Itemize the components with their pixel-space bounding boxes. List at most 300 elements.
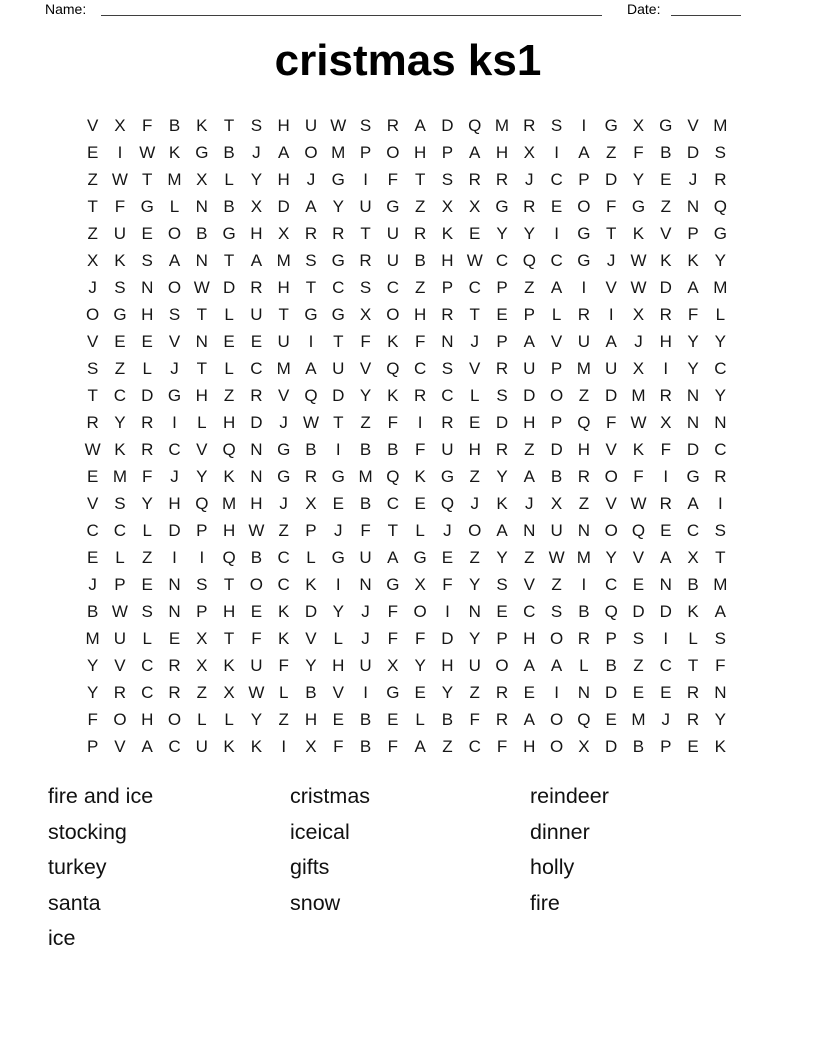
grid-letter: E: [660, 521, 672, 541]
grid-letter: A: [714, 602, 727, 622]
grid-letter: K: [387, 331, 399, 351]
grid-letter: R: [495, 710, 509, 730]
grid-letter: X: [632, 358, 645, 378]
grid-letter: N: [168, 575, 181, 595]
grid-letter: I: [363, 169, 368, 189]
grid-letter: Z: [414, 277, 426, 297]
grid-letter: G: [440, 467, 455, 487]
grid-letter: E: [414, 683, 426, 703]
grid-letter: T: [223, 575, 235, 595]
grid-letter: P: [660, 737, 672, 757]
grid-letter: C: [386, 277, 399, 297]
grid-letter: E: [550, 196, 563, 216]
grid-letter: Y: [496, 223, 508, 243]
grid-letter: C: [332, 277, 345, 297]
grid-letter: Z: [578, 494, 590, 514]
grid-letter: H: [168, 494, 181, 514]
grid-letter: X: [278, 223, 290, 243]
grid-letter: N: [686, 412, 700, 432]
grid-letter: Z: [278, 710, 289, 730]
grid-letter: Y: [441, 683, 454, 703]
grid-letter: T: [333, 331, 344, 351]
grid-letter: H: [332, 656, 345, 676]
grid-letter: W: [248, 683, 265, 703]
date-blank-line: [671, 0, 741, 16]
grid-letter: P: [441, 277, 454, 297]
grid-letter: U: [386, 223, 399, 243]
grid-letter: R: [141, 440, 154, 459]
grid-letter: E: [632, 575, 645, 595]
grid-letter: R: [714, 169, 727, 189]
grid-letter: B: [196, 223, 208, 243]
word-search-grid: [79, 112, 734, 761]
word-list-item: stocking: [48, 819, 127, 844]
grid-letter: Z: [524, 277, 535, 297]
grid-letter: G: [386, 196, 400, 216]
grid-letter: S: [714, 629, 727, 649]
grid-letter: J: [525, 494, 534, 514]
grid-letter: B: [387, 440, 399, 459]
grid-letter: W: [248, 521, 265, 541]
grid-letter: D: [605, 737, 618, 757]
grid-letter: D: [605, 683, 618, 703]
grid-letter: W: [84, 440, 101, 459]
grid-letter: J: [634, 331, 643, 351]
grid-letter: D: [495, 412, 509, 432]
grid-letter: R: [577, 629, 591, 649]
grid-letter: O: [604, 467, 618, 487]
grid-letter: O: [304, 142, 318, 162]
grid-letter: E: [332, 494, 344, 514]
grid-letter: D: [441, 115, 454, 135]
grid-letter: K: [168, 142, 181, 162]
grid-letter: A: [496, 521, 508, 541]
grid-letter: X: [550, 494, 563, 514]
grid-letter: T: [360, 223, 371, 243]
grid-letter: J: [279, 412, 288, 432]
grid-letter: C: [714, 358, 727, 378]
word-list-item: fire: [530, 890, 560, 915]
word-list-item: fire and ice: [48, 784, 154, 808]
grid-letter: N: [168, 602, 181, 622]
grid-letter: I: [199, 548, 205, 568]
grid-letter: R: [523, 196, 536, 216]
grid-letter: I: [445, 602, 450, 622]
grid-letter: X: [469, 196, 481, 216]
grid-letter: G: [331, 169, 345, 189]
grid-letter: H: [141, 710, 154, 730]
grid-letter: B: [414, 250, 426, 270]
grid-letter: V: [469, 358, 481, 378]
grid-letter: V: [523, 575, 535, 595]
grid-letter: K: [223, 467, 235, 487]
grid-letter: F: [360, 521, 371, 541]
grid-letter: R: [495, 440, 509, 459]
grid-letter: X: [196, 169, 208, 189]
grid-letter: Z: [605, 142, 617, 162]
grid-letter: A: [687, 494, 699, 514]
grid-letter: C: [250, 358, 263, 378]
grid-letter: T: [715, 548, 726, 568]
grid-letter: Y: [469, 629, 481, 649]
grid-letter: J: [470, 494, 479, 514]
grid-letter: X: [196, 656, 208, 676]
grid-letter: K: [441, 223, 454, 243]
grid-letter: O: [413, 602, 427, 622]
grid-letter: Y: [714, 331, 727, 351]
grid-letter: E: [141, 331, 153, 351]
word-list-column: [48, 779, 153, 957]
grid-letter: F: [633, 142, 644, 162]
grid-letter: U: [304, 115, 318, 135]
grid-letter: L: [142, 521, 152, 541]
grid-letter: Q: [440, 494, 455, 514]
grid-letter: N: [714, 683, 727, 703]
grid-letter: P: [496, 277, 508, 297]
grid-letter: X: [632, 304, 645, 324]
grid-letter: E: [496, 602, 508, 622]
grid-letter: W: [193, 277, 210, 297]
grid-letter: N: [468, 602, 481, 622]
grid-letter: B: [250, 548, 263, 568]
grid-letter: F: [496, 737, 508, 757]
grid-letter: O: [577, 196, 591, 216]
grid-letter: F: [278, 656, 289, 676]
grid-letter: N: [523, 521, 536, 541]
grid-letter: X: [578, 737, 590, 757]
grid-letter: C: [141, 683, 154, 703]
grid-letter: A: [141, 737, 153, 757]
grid-letter: E: [469, 412, 481, 432]
grid-letter: Z: [360, 412, 371, 432]
grid-letter: S: [250, 115, 263, 135]
grid-letter: M: [713, 575, 728, 595]
grid-letter: Z: [196, 683, 207, 703]
grid-letter: J: [443, 521, 452, 541]
grid-letter: L: [224, 169, 234, 189]
grid-letter: O: [167, 223, 182, 243]
grid-letter: O: [604, 521, 618, 541]
grid-letter: R: [141, 412, 154, 432]
grid-letter: U: [441, 440, 454, 459]
grid-letter: M: [167, 169, 182, 189]
grid-letter: T: [142, 169, 153, 189]
grid-letter: C: [468, 277, 481, 297]
grid-letter: C: [413, 358, 427, 378]
grid-letter: U: [359, 196, 372, 216]
grid-letter: X: [250, 196, 263, 216]
grid-letter: Y: [196, 467, 208, 487]
grid-letter: P: [305, 521, 317, 541]
grid-letter: C: [277, 575, 290, 595]
grid-letter: E: [114, 331, 126, 351]
grid-letter: H: [304, 710, 318, 730]
grid-letter: Q: [222, 440, 236, 459]
grid-letter: S: [496, 385, 508, 405]
grid-letter: H: [141, 304, 154, 324]
grid-letter: Q: [468, 115, 482, 135]
grid-letter: C: [141, 656, 154, 676]
grid-letter: P: [687, 223, 699, 243]
word-list-item: snow: [290, 890, 341, 915]
grid-letter: T: [605, 223, 617, 243]
grid-letter: L: [224, 710, 234, 730]
grid-letter: X: [387, 656, 399, 676]
grid-letter: E: [387, 710, 399, 730]
grid-letter: H: [195, 385, 208, 405]
grid-letter: G: [686, 467, 700, 487]
grid-letter: M: [494, 115, 510, 135]
grid-letter: Y: [250, 710, 263, 730]
grid-letter: O: [386, 304, 400, 324]
grid-letter: D: [277, 196, 290, 216]
grid-letter: R: [386, 115, 399, 135]
grid-letter: H: [523, 629, 536, 649]
grid-letter: J: [606, 250, 616, 270]
grid-letter: J: [88, 277, 97, 297]
grid-letter: K: [687, 250, 699, 270]
grid-letter: F: [387, 602, 399, 622]
grid-letter: A: [250, 250, 263, 270]
grid-letter: V: [660, 223, 672, 243]
grid-letter: Q: [386, 358, 400, 378]
grid-letter: C: [386, 494, 399, 514]
grid-letter: V: [550, 331, 563, 351]
grid-letter: A: [523, 656, 535, 676]
grid-letter: W: [330, 115, 347, 135]
grid-letter: F: [414, 629, 426, 649]
grid-letter: H: [659, 331, 672, 351]
grid-letter: Y: [496, 548, 508, 568]
grid-letter: Y: [305, 656, 317, 676]
grid-letter: I: [281, 737, 287, 757]
grid-letter: C: [168, 440, 181, 459]
grid-letter: Z: [114, 358, 126, 378]
grid-letter: L: [169, 196, 180, 216]
grid-letter: T: [387, 521, 399, 541]
grid-letter: G: [331, 467, 345, 487]
grid-letter: X: [523, 142, 535, 162]
word-list: [0, 779, 816, 989]
grid-letter: P: [114, 575, 126, 595]
date-label: Date:: [627, 1, 661, 17]
grid-letter: S: [114, 494, 126, 514]
grid-letter: S: [496, 575, 508, 595]
grid-letter: E: [86, 142, 99, 162]
grid-letter: I: [663, 467, 669, 487]
grid-letter: D: [605, 385, 618, 405]
grid-letter: G: [495, 196, 509, 216]
grid-letter: S: [359, 115, 372, 135]
grid-letter: A: [305, 196, 317, 216]
grid-letter: G: [713, 223, 727, 243]
grid-letter: W: [139, 142, 156, 162]
grid-letter: R: [332, 223, 345, 243]
grid-letter: A: [578, 142, 590, 162]
grid-letter: J: [279, 494, 288, 514]
grid-letter: T: [87, 196, 98, 216]
grid-letter: Y: [496, 467, 508, 487]
grid-letter: I: [581, 115, 587, 135]
grid-letter: U: [113, 223, 127, 243]
grid-letter: I: [717, 494, 723, 514]
grid-letter: K: [687, 602, 699, 622]
grid-letter: O: [86, 304, 100, 324]
grid-letter: S: [632, 629, 645, 649]
grid-letter: U: [113, 629, 127, 649]
grid-letter: O: [495, 656, 509, 676]
grid-letter: V: [86, 115, 99, 135]
grid-letter: V: [605, 277, 617, 297]
grid-letter: E: [441, 548, 454, 568]
grid-letter: G: [413, 548, 427, 568]
grid-letter: R: [441, 304, 454, 324]
grid-letter: L: [551, 304, 562, 324]
grid-letter: K: [714, 737, 727, 757]
grid-letter: I: [335, 440, 341, 459]
grid-letter: Y: [714, 250, 727, 270]
grid-letter: U: [195, 737, 208, 757]
grid-letter: K: [660, 250, 672, 270]
grid-letter: R: [577, 467, 591, 487]
grid-letter: S: [86, 358, 99, 378]
grid-letter: J: [661, 710, 670, 730]
grid-letter: Q: [713, 196, 727, 216]
grid-letter: C: [495, 250, 509, 270]
grid-letter: Z: [223, 385, 235, 405]
grid-letter: U: [359, 548, 372, 568]
grid-letter: I: [554, 683, 559, 703]
grid-letter: H: [250, 223, 263, 243]
word-list-item: gifts: [290, 855, 330, 880]
grid-letter: N: [195, 250, 208, 270]
grid-letter: P: [196, 602, 208, 622]
grid-letter: O: [113, 710, 127, 730]
grid-letter: C: [523, 602, 536, 622]
grid-letter: T: [469, 304, 480, 324]
grid-letter: A: [523, 710, 535, 730]
grid-letter: K: [114, 250, 126, 270]
grid-letter: L: [469, 385, 480, 405]
grid-letter: Y: [523, 223, 535, 243]
word-list-item: santa: [48, 890, 101, 915]
grid-letter: F: [414, 440, 426, 459]
grid-letter: D: [632, 602, 645, 622]
grid-letter: H: [413, 142, 427, 162]
grid-letter: M: [576, 358, 591, 378]
grid-letter: K: [114, 440, 126, 459]
grid-letter: D: [550, 440, 563, 459]
grid-letter: K: [223, 737, 235, 757]
grid-letter: I: [663, 629, 669, 649]
grid-letter: G: [140, 196, 154, 216]
grid-letter: T: [333, 412, 344, 432]
grid-letter: X: [86, 250, 99, 270]
grid-letter: K: [414, 467, 426, 487]
grid-letter: V: [86, 494, 99, 514]
grid-letter: D: [659, 602, 672, 622]
grid-letter: B: [660, 142, 672, 162]
grid-letter: G: [331, 250, 345, 270]
grid-letter: I: [608, 304, 614, 324]
grid-letter: F: [114, 196, 126, 216]
grid-letter: D: [659, 277, 672, 297]
grid-letter: F: [387, 629, 399, 649]
grid-letter: Z: [578, 385, 590, 405]
grid-letter: D: [332, 385, 345, 405]
grid-letter: H: [277, 115, 290, 135]
grid-letter: W: [630, 412, 647, 432]
grid-letter: B: [605, 656, 617, 676]
grid-letter: X: [660, 412, 672, 432]
grid-letter: P: [550, 358, 563, 378]
name-blank-line: [101, 0, 602, 16]
grid-letter: J: [525, 169, 534, 189]
grid-letter: T: [687, 656, 699, 676]
grid-letter: T: [223, 629, 235, 649]
grid-letter: T: [87, 385, 98, 405]
grid-letter: N: [441, 331, 454, 351]
grid-letter: E: [86, 467, 99, 487]
grid-letter: Z: [442, 737, 453, 757]
grid-letter: S: [196, 575, 208, 595]
grid-letter: R: [714, 467, 727, 487]
word-list-item: iceical: [290, 819, 350, 844]
grid-letter: E: [687, 737, 699, 757]
grid-letter: E: [250, 602, 263, 622]
grid-letter: S: [714, 521, 727, 541]
grid-letter: A: [469, 142, 481, 162]
grid-letter: U: [386, 250, 399, 270]
grid-letter: R: [304, 467, 318, 487]
grid-letter: H: [441, 250, 454, 270]
grid-letter: H: [222, 602, 236, 622]
grid-letter: X: [305, 494, 317, 514]
grid-letter: F: [414, 331, 426, 351]
grid-letter: C: [113, 385, 127, 405]
grid-letter: S: [359, 277, 372, 297]
grid-letter: E: [496, 304, 508, 324]
grid-letter: E: [86, 548, 99, 568]
grid-letter: Y: [714, 385, 727, 405]
grid-letter: L: [579, 656, 589, 676]
grid-letter: J: [170, 467, 179, 487]
grid-letter: B: [578, 602, 590, 622]
grid-letter: D: [222, 277, 236, 297]
grid-letter: D: [304, 602, 318, 622]
grid-letter: N: [577, 683, 591, 703]
grid-letter: H: [413, 304, 427, 324]
grid-letter: S: [550, 115, 563, 135]
grid-letter: I: [663, 358, 669, 378]
grid-letter: Y: [414, 656, 426, 676]
grid-letter: W: [548, 548, 565, 568]
grid-letter: L: [278, 683, 289, 703]
grid-letter: O: [249, 575, 263, 595]
grid-letter: I: [554, 142, 559, 162]
grid-letter: S: [550, 602, 563, 622]
grid-letter: Q: [222, 548, 236, 568]
grid-letter: L: [688, 629, 698, 649]
grid-letter: N: [141, 277, 154, 297]
grid-letter: R: [468, 169, 481, 189]
grid-letter: M: [85, 629, 100, 649]
grid-letter: C: [86, 521, 99, 541]
grid-letter: G: [195, 142, 209, 162]
grid-letter: H: [523, 412, 536, 432]
grid-letter: C: [168, 737, 181, 757]
grid-letter: M: [222, 494, 237, 514]
